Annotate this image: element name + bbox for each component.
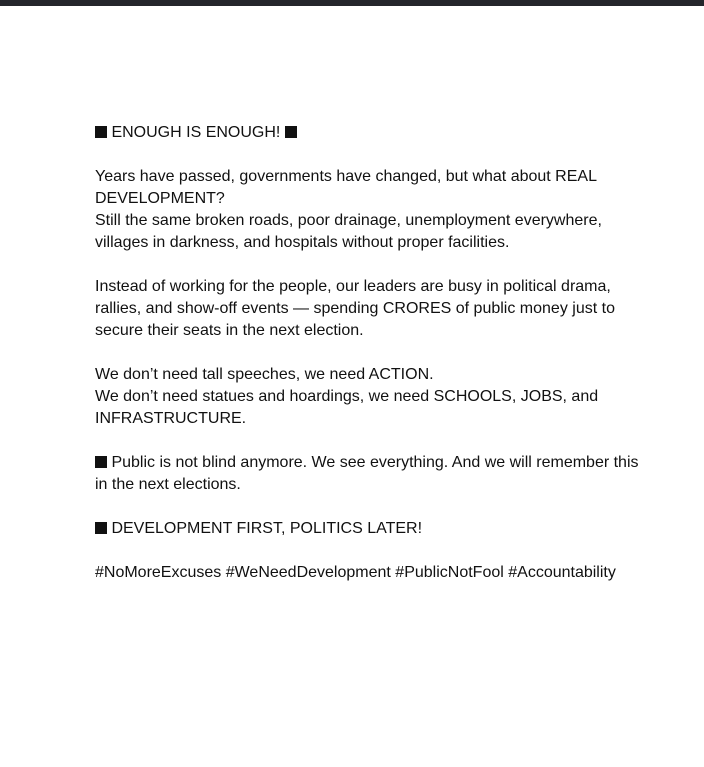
paragraph-development — [95, 166, 640, 254]
hashtags: #NoMoreExcuses #WeNeedDevelopment #PublicNotFool #Accountability — [95, 564, 616, 581]
paragraph-needs-line-2: We don’t need statues and hoardings, we need SCHOOLS, JOBS, and INFRASTRUCTURE. — [95, 388, 599, 427]
headline-text: ENOUGH IS ENOUGH! — [111, 124, 281, 141]
square-bullet-icon — [95, 126, 107, 138]
square-bullet-icon — [285, 126, 297, 138]
warning-text: Public is not blind anymore. We see everything. And we will remember this in the next elections. — [95, 454, 639, 493]
slogan-text: DEVELOPMENT FIRST, POLITICS LATER! — [111, 520, 423, 537]
square-bullet-icon — [95, 522, 107, 534]
post-body — [95, 122, 640, 584]
warning-paragraph — [95, 452, 640, 496]
paragraph-leaders: Instead of working for the people, our leaders are busy in political drama, rallies, and show-off events — spending CRORES of public money just to secure their seats in the next election. — [95, 278, 615, 339]
paragraph-development-line-2: Still the same broken roads, poor drainage, unemployment everywhere, villages in darkness, and hospitals without proper facilities. — [95, 212, 602, 251]
paragraph-needs — [95, 364, 640, 430]
top-bar — [0, 0, 704, 6]
paragraph-development-line-1: Years have passed, governments have changed, but what about REAL DEVELOPMENT? — [95, 168, 597, 207]
slogan-paragraph — [95, 518, 640, 540]
square-bullet-icon — [95, 456, 107, 468]
headline — [95, 122, 640, 144]
paragraph-needs-line-1: We don’t need tall speeches, we need ACTION. — [95, 366, 434, 383]
